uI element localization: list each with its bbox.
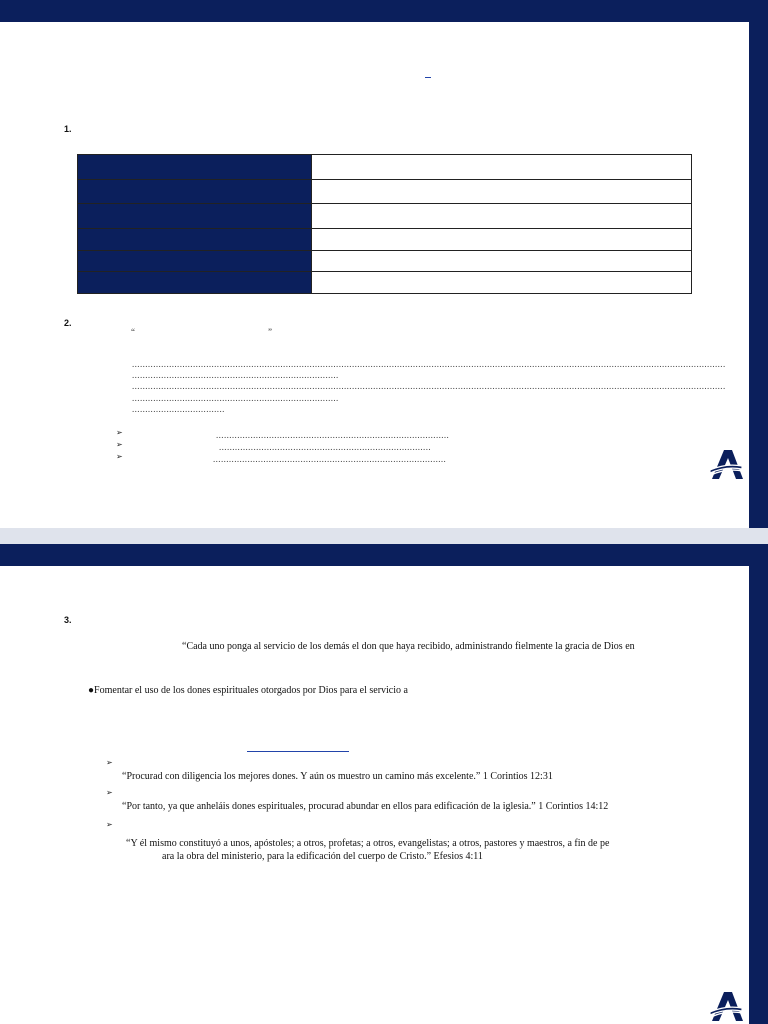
page-separator <box>0 528 768 544</box>
value-cell[interactable] <box>312 180 692 204</box>
dotted-line: .............................................................................. <box>132 370 339 380</box>
page1-top-band <box>0 0 768 22</box>
close-quote: ” <box>268 327 272 337</box>
dotted-line: ................................................................................ <box>219 442 431 452</box>
table-row <box>78 155 692 180</box>
value-cell[interactable] <box>312 229 692 251</box>
value-cell[interactable] <box>312 251 692 272</box>
stylized-a-logo-icon <box>708 990 744 1022</box>
item-number-2: 2. <box>64 318 72 328</box>
arrow-bullet-icon: ➢ <box>106 788 113 797</box>
quote-line: “Cada uno ponga al servicio de los demás el don que haya recibido, administrando fielmente la gracia de Dios en <box>182 641 635 652</box>
verse-line: “Procurad con diligencia los mejores dones. Y aún os muestro un camino más excelente.” 1 Corintios 12:31 <box>122 771 553 782</box>
table-row <box>78 229 692 251</box>
arrow-bullet-icon: ➢ <box>116 428 123 437</box>
arrow-bullet-icon: ➢ <box>106 820 113 829</box>
value-cell[interactable] <box>312 272 692 294</box>
value-cell[interactable] <box>312 204 692 229</box>
arrow-bullet-icon: ➢ <box>116 452 123 461</box>
arrow-bullet-icon: ➢ <box>106 758 113 767</box>
item-number-3: 3. <box>64 615 72 625</box>
label-cell <box>78 180 312 204</box>
page2-right-band <box>749 544 768 1024</box>
table-row <box>78 204 692 229</box>
verse-line: “Por tanto, ya que anheláis dones espirituales, procurad abundar en ellos para edificación de la iglesia.” 1 Corintios 14:12 <box>122 801 609 812</box>
dotted-line: ........................................................................................ <box>213 454 447 464</box>
arrow-bullet-icon: ➢ <box>116 440 123 449</box>
table-row <box>78 180 692 204</box>
label-cell <box>78 204 312 229</box>
dotted-line: .............................................................................. <box>132 393 339 403</box>
open-quote: “ <box>131 327 135 337</box>
page2-top-band <box>0 544 768 566</box>
dotted-line: ................................... <box>132 404 225 414</box>
value-cell[interactable] <box>312 155 692 180</box>
table-row <box>78 251 692 272</box>
objective-bullet: ●Fomentar el uso de los dones espirituales otorgados por Dios para el servicio a <box>88 685 408 696</box>
label-cell <box>78 251 312 272</box>
label-cell <box>78 229 312 251</box>
dotted-line: ................................................................................................................................................................................................................................ <box>132 381 726 391</box>
page1-right-band <box>749 0 768 528</box>
verse-line: “Y él mismo constituyó a unos, apóstoles; a otros, profetas; a otros, evangelistas; a otros, pastores y maestros, a fin de pe <box>126 838 610 849</box>
dotted-line: ................................................................................................................................................................................................................................ <box>132 359 726 369</box>
table-row <box>78 272 692 294</box>
hyperlink-underline[interactable] <box>247 751 349 752</box>
stylized-a-logo-icon <box>708 448 744 480</box>
dotted-line: ........................................................................................ <box>216 430 450 440</box>
item-number-1: 1. <box>64 124 72 134</box>
blank-form-table <box>77 154 692 294</box>
label-cell <box>78 155 312 180</box>
label-cell <box>78 272 312 294</box>
verse-line-continuation: ara la obra del ministerio, para la edificación del cuerpo de Cristo.” Efesios 4:11 <box>162 851 483 862</box>
hyperlink-underscore[interactable] <box>425 77 431 78</box>
